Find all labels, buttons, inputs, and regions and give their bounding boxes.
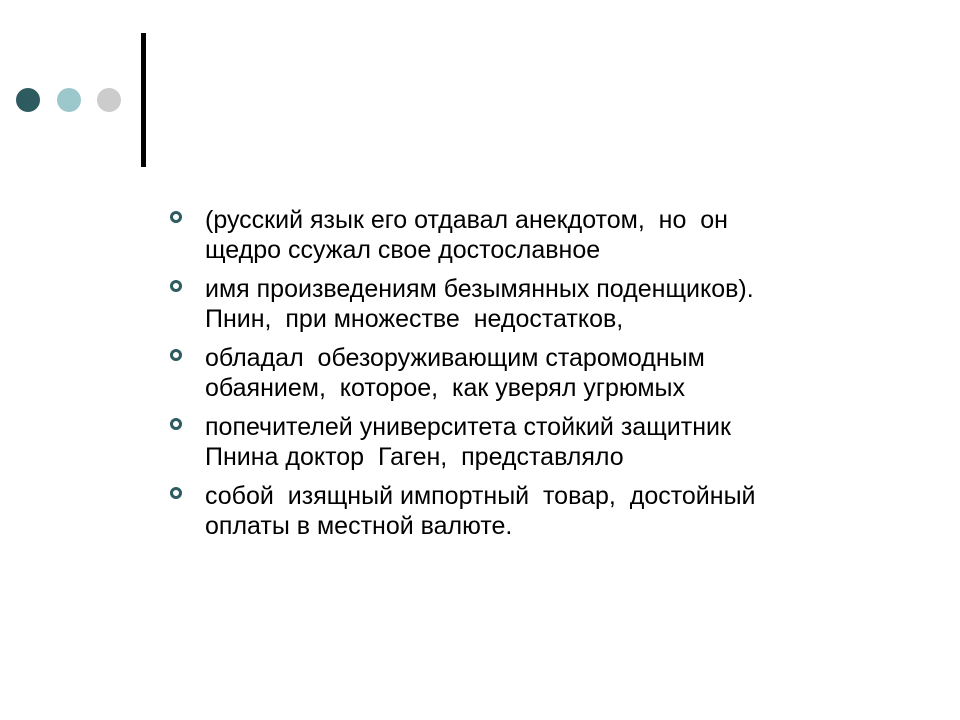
- bullet-item: [170, 481, 870, 541]
- bullet-text-line: обладал обезоруживающим старомодным: [205, 344, 705, 372]
- bullet-item: [170, 205, 870, 265]
- decor-dot-gray: [97, 88, 121, 112]
- decor-dot-dark: [16, 88, 40, 112]
- bullet-text-line: имя произведениям безымянных поденщиков).: [205, 275, 754, 303]
- bullet-item: [170, 274, 870, 334]
- bullet-circle-icon: [170, 211, 182, 223]
- bullet-text-line: щедро ссужал свое достославное: [205, 236, 601, 264]
- bullet-text-line: Пнина доктор Гаген, представляло: [205, 443, 624, 471]
- bullet-text-line: (русский язык его отдавал анекдотом, но он: [205, 206, 728, 234]
- bullet-item: [170, 412, 870, 472]
- bullet-list: [170, 205, 870, 550]
- bullet-text-line: Пнин, при множестве недостатков,: [205, 305, 624, 333]
- bullet-item: [170, 343, 870, 403]
- title-divider-line: [141, 33, 146, 167]
- bullet-circle-icon: [170, 418, 182, 430]
- bullet-text-line: попечителей университета стойкий защитник: [205, 413, 731, 441]
- decor-dot-teal: [57, 88, 81, 112]
- bullet-circle-icon: [170, 280, 182, 292]
- bullet-text-line: обаянием, которое, как уверял угрюмых: [205, 374, 686, 402]
- bullet-text-line: оплаты в местной валюте.: [205, 512, 513, 540]
- bullet-circle-icon: [170, 349, 182, 361]
- bullet-text-line: собой изящный импортный товар, достойный: [205, 482, 756, 510]
- bullet-circle-icon: [170, 487, 182, 499]
